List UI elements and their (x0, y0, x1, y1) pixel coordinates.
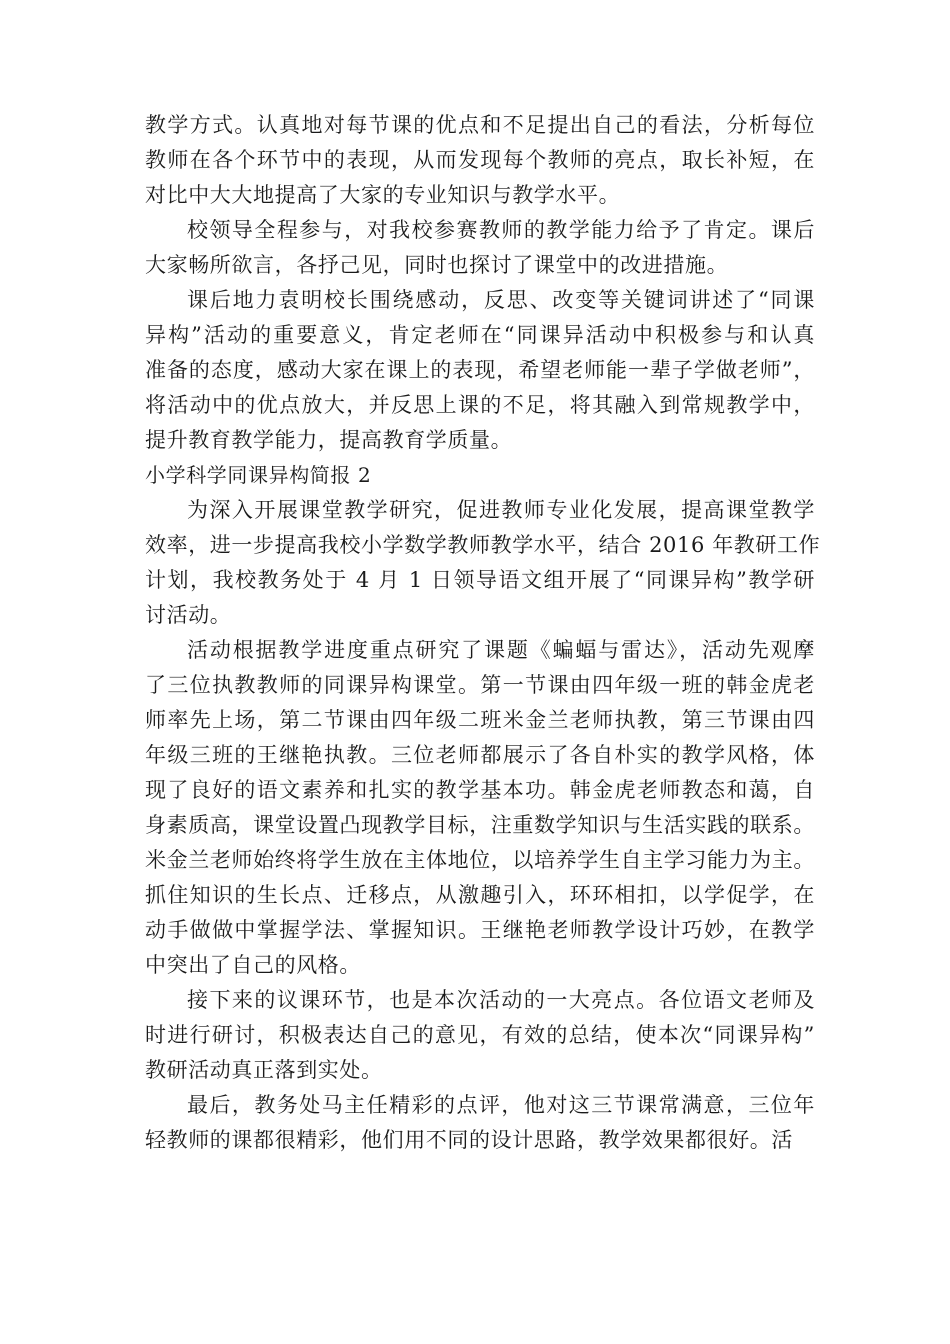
paragraph (145, 493, 821, 633)
text-line: 效率，进一步提高我校小学数学教师教学水平，结合 2016 年教研工作 (145, 533, 821, 557)
text-line: 活动根据教学进度重点研究了课题《蝙蝠与雷达》，活动先观摩 (187, 638, 815, 662)
text-line: 教研活动真正落到实处。 (145, 1058, 383, 1082)
text-line: 中突出了自己的风格。 (145, 953, 361, 977)
text-line: 课后地力袁明校长围绕感动，反思、改变等关键词讲述了“同课 (187, 288, 815, 312)
text-line: 教学方式。认真地对每节课的优点和不足提出自己的看法，分析每位 (145, 113, 815, 137)
text-line: 将活动中的优点放大，并反思上课的不足，将其融入到常规教学中， (145, 393, 815, 417)
text-line: 动手做做中掌握学法、掌握知识。王继艳老师教学设计巧妙，在教学 (145, 918, 815, 942)
text-line: 对比中大大地提高了大家的专业知识与教学水平。 (145, 183, 621, 207)
text-line: 轻教师的课都很精彩，他们用不同的设计思路，教学效果都很好。活 (145, 1128, 793, 1152)
paragraph (145, 213, 815, 283)
text-line: 现了良好的语文素养和扎实的教学基本功。韩金虎老师教态和蔼，自 (145, 778, 815, 802)
section-heading (145, 458, 815, 493)
text-line: 年级三班的王继艳执教。三位老师都展示了各自朴实的教学风格，体 (145, 743, 815, 767)
text-line: 教师在各个环节中的表现，从而发现每个教师的亮点，取长补短，在 (145, 148, 815, 172)
text-line: 时进行研讨，积极表达自己的意见，有效的总结，使本次“同课异构” (145, 1023, 815, 1047)
paragraph (145, 1088, 815, 1158)
text-line: 提升教育教学能力，提高教育学质量。 (145, 428, 513, 452)
text-line: 最后，教务处马主任精彩的点评，他对这三节课常满意，三位年 (187, 1093, 815, 1117)
text-line: 异构”活动的重要意义，肯定老师在“同课异活动中积极参与和认真 (145, 323, 815, 347)
text-line: 计划，我校教务处于 4 月 1 日领导语文组开展了“同课异构”教学研 (145, 568, 815, 592)
text-line: 讨活动。 (145, 603, 232, 627)
paragraph (145, 108, 815, 213)
text-line: 校领导全程参与，对我校参赛教师的教学能力给予了肯定。课后 (187, 218, 815, 242)
text-line: 米金兰老师始终将学生放在主体地位，以培养学生自主学习能力为主。 (145, 848, 815, 872)
paragraph (145, 633, 815, 983)
text-line: 大家畅所欲言，各抒己见，同时也探讨了课堂中的改进措施。 (145, 253, 729, 277)
paragraph (145, 983, 815, 1088)
text-line: 了三位执教教师的同课异构课堂。第一节课由四年级一班的韩金虎老 (145, 673, 815, 697)
text-line: 身素质高，课堂设置凸现教学目标，注重数学知识与生活实践的联系。 (145, 813, 815, 837)
paragraph (145, 283, 815, 458)
text-line: 抓住知识的生长点、迁移点，从激趣引入，环环相扣，以学促学，在 (145, 883, 815, 907)
text-line: 准备的态度，感动大家在课上的表现，希望老师能一辈子学做老师”， (145, 358, 815, 382)
text-line: 小学科学同课异构简报 2 (145, 463, 372, 487)
text-line: 接下来的议课环节，也是本次活动的一大亮点。各位语文老师及 (187, 988, 815, 1012)
text-line: 师率先上场，第二节课由四年级二班米金兰老师执教，第三节课由四 (145, 708, 815, 732)
text-line: 为深入开展课堂教学研究，促进教师专业化发展，提高课堂教学 (187, 498, 815, 522)
document-page (145, 108, 821, 1158)
